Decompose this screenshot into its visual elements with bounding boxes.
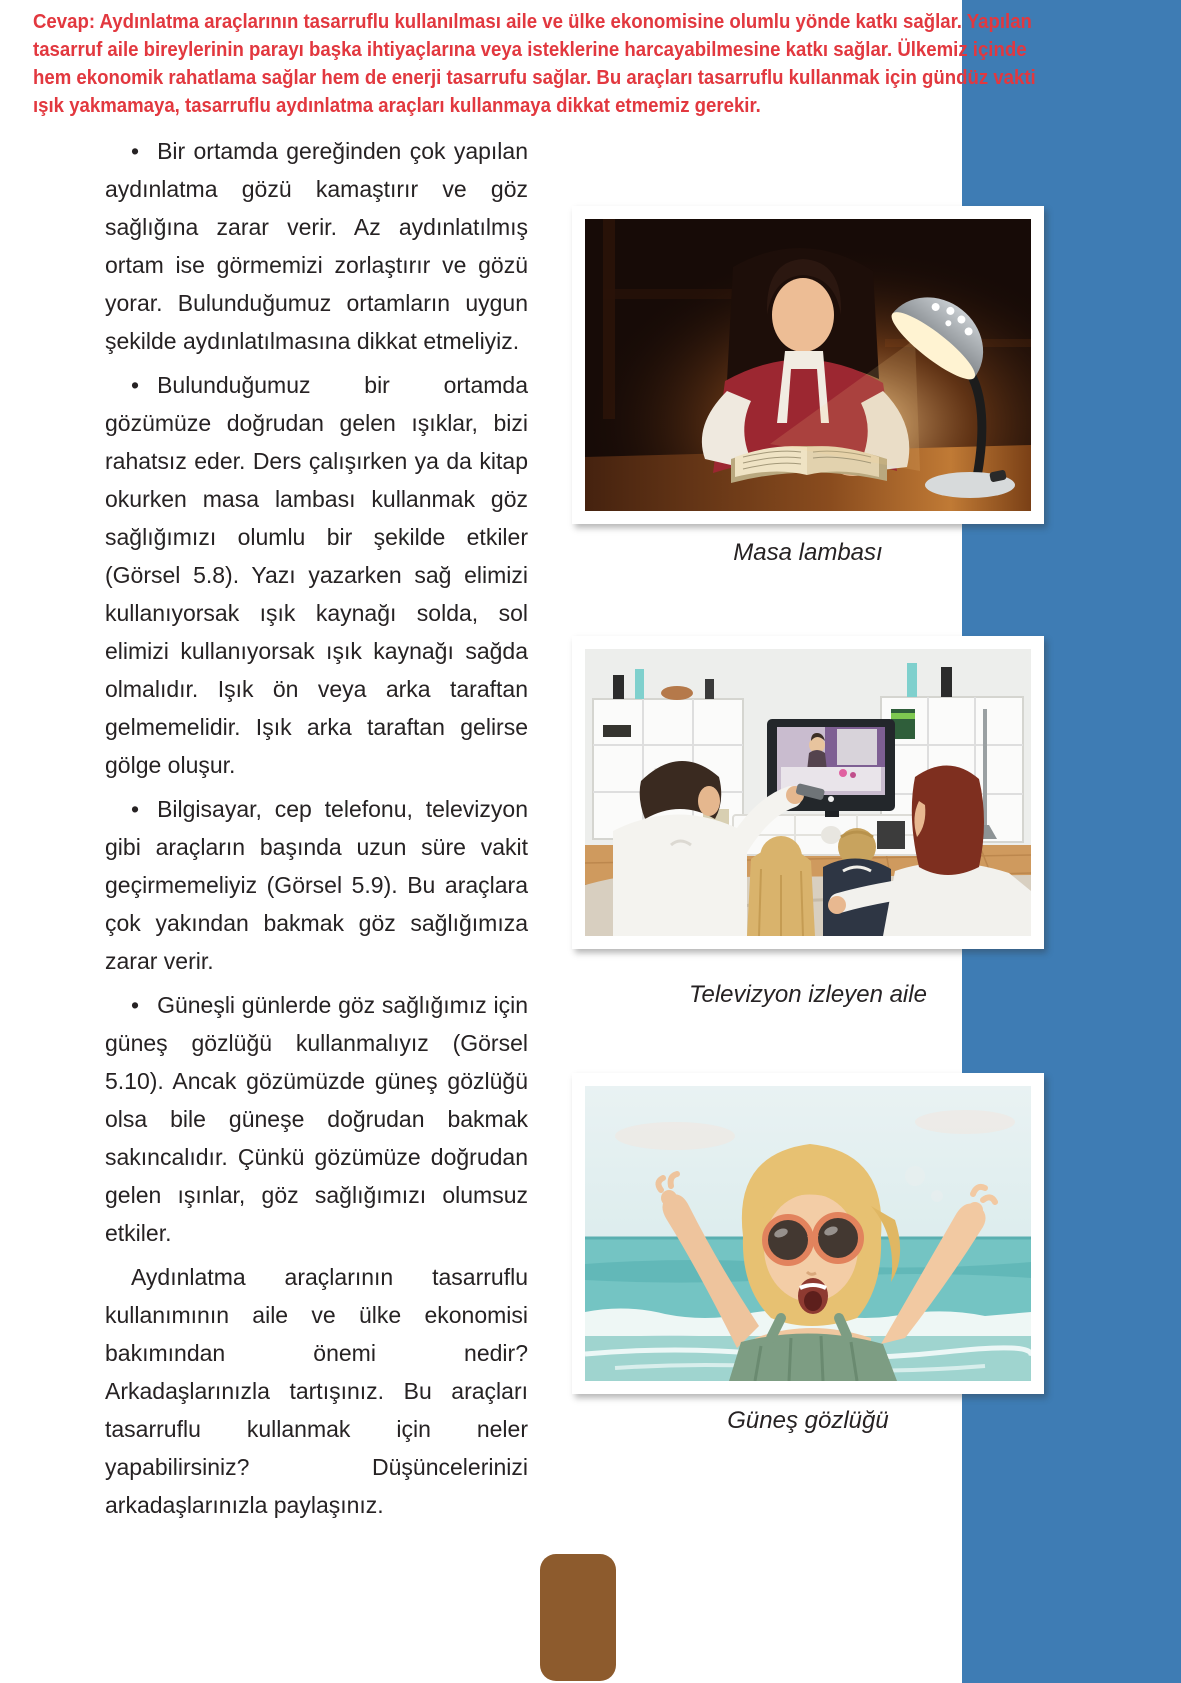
- answer-line: ışık yakmamaya, tasarruflu aydınlatma araçları kullanmaya dikkat etmemiz gerekir.: [33, 95, 761, 117]
- desk-lamp-photo: [585, 219, 1031, 511]
- paragraph-text: Bulunduğumuz bir ortamda gözümüze doğrudan gelen ışıklar, bizi rahatsız eder. Ders çalışırken ya da kitap okurken masa lambası kullanmak göz sağlığımızı olumlu bir şekilde etkiler (Görsel 5.8). Yazı yazarken sağ elimizi kullanıyorsak ışık kaynağı solda, sol elimizi kullanıyorsak ışık kaynağı sağda olmalıdır. Işık ön veya arka taraftan gelmemelidir. Işık arka taraftan gelirse gölge oluşur.: [105, 372, 528, 778]
- paragraph-text: Aydınlatma araçlarının tasarruflu kullanımının aile ve ülke ekonomisi bakımından önemi nedir? Arkadaşlarınızla tartışınız. Bu araçları tasarruflu kullanmak için neler yapabilirsiniz? Düşüncelerinizi arkadaşlarınızla paylaşınız.: [105, 1264, 528, 1518]
- beach-girl-photo: [585, 1086, 1031, 1381]
- answer-line: hem ekonomik rahatlama sağlar hem de enerji tasarrufu sağlar. Bu araçları tasarruflu kullanmak için gündüz vakti: [33, 67, 1036, 89]
- figure-caption-desk-lamp: Masa lambası: [733, 539, 883, 566]
- body-paragraph: [105, 790, 528, 980]
- paragraph-bullet: •: [131, 796, 140, 822]
- body-paragraph: [105, 132, 528, 360]
- tv-family-photo: [585, 649, 1031, 936]
- figure-sunglasses: [572, 1073, 1044, 1394]
- paragraph-text: Bir ortamda gereğinden çok yapılan aydınlatma gözü kamaştırır ve göz sağlığına zarar verir. Az aydınlatılmış ortam ise görmemizi zorlaştırır ve gözü yorar. Bulunduğumuz ortamların uygun şekilde aydınlatılmasına dikkat etmeliyiz.: [105, 138, 528, 354]
- paragraph-text: Güneşli günlerde göz sağlığımız için güneş gözlüğü kullanmalıyız (Görsel 5.10). Ancak gözümüzde güneş gözlüğü olsa bile güneşe doğrudan bakmak sakıncalıdır. Çünkü gözümüze doğrudan gelen ışınlar, göz sağlığımızı olumsuz etkiler.: [105, 992, 528, 1246]
- paragraph-text: Bilgisayar, cep telefonu, televizyon gibi araçların başında uzun süre vakit geçirmemeliyiz (Görsel 5.9). Bu araçlara çok yakından bakmak göz sağlığımıza zarar verir.: [105, 796, 528, 974]
- paragraph-bullet: •: [131, 992, 140, 1018]
- body-paragraph: [105, 366, 528, 784]
- body-paragraph: [105, 986, 528, 1252]
- figure-tv-family: [572, 636, 1044, 949]
- paragraph-bullet: •: [131, 372, 140, 398]
- answer-line: Cevap: Aydınlatma araçlarının tasarruflu kullanılması aile ve ülke ekonomisine olumlu yönde katkı sağlar. Yapılan: [33, 11, 1032, 33]
- figure-caption-tv-family: Televizyon izleyen aile: [689, 981, 927, 1008]
- paragraph-bullet: •: [131, 138, 140, 164]
- brown-tab: [540, 1554, 616, 1681]
- open-mouth: [798, 1278, 828, 1314]
- body-column: [105, 132, 528, 1530]
- answer-text: [33, 8, 1101, 120]
- figure-desk-lamp: [572, 206, 1044, 524]
- body-paragraph: [105, 1258, 528, 1524]
- answer-line: tasarruf aile bireylerinin parayı başka ihtiyaçlarına veya isteklerine harcayabilmesine katkı sağlar. Ülkemiz içinde: [33, 39, 1027, 61]
- figure-caption-sunglasses: Güneş gözlüğü: [727, 1407, 889, 1434]
